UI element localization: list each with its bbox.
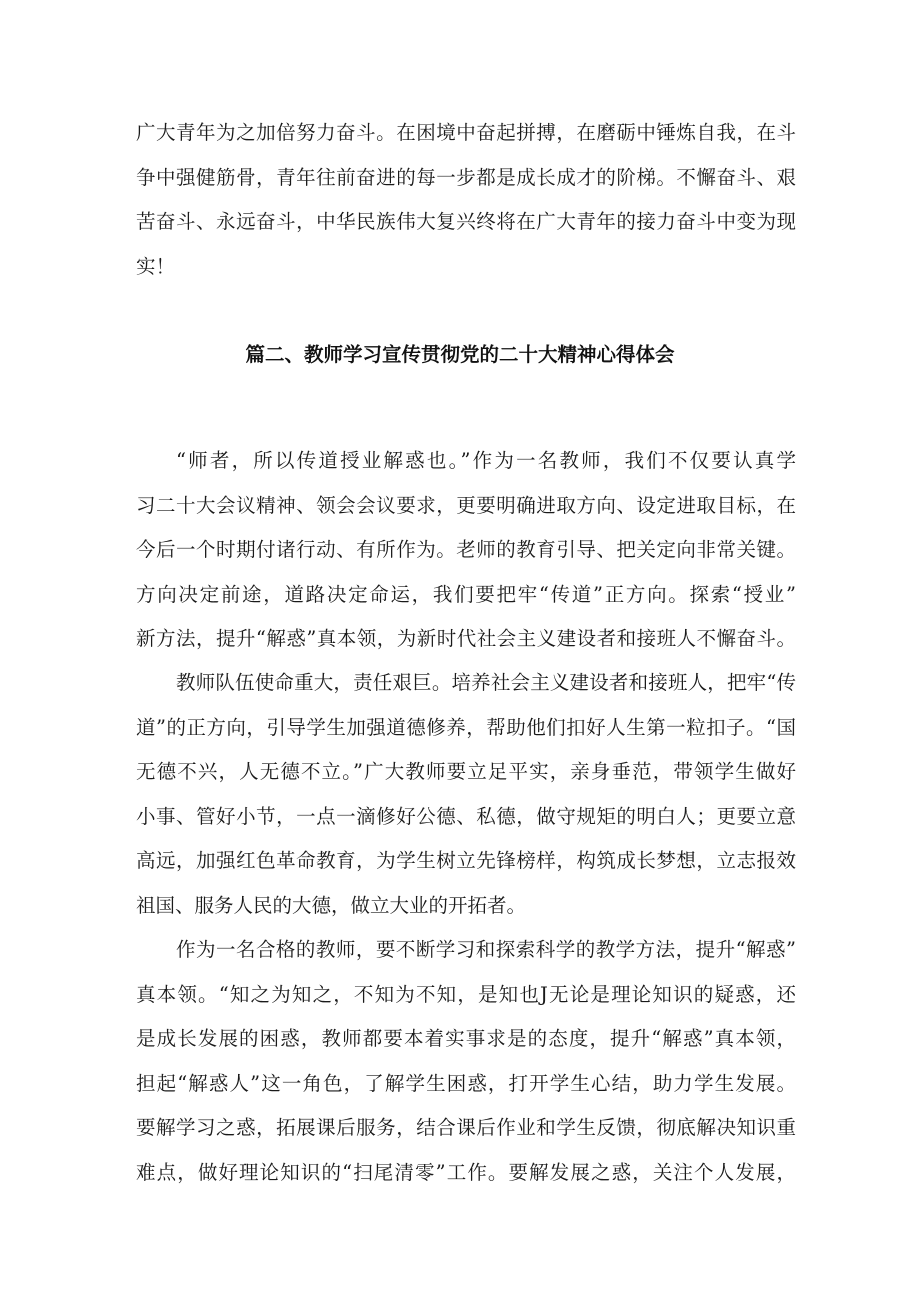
paragraph2-line-2: 道”的正方向，引导学生加强道德修养，帮助他们扣好人生第一粒扣子。“国 [136,716,796,739]
continuation-line-1: 广大青年为之加倍努力奋斗。在困境中奋起拼搏，在磨砺中锤炼自我，在斗 [136,121,796,144]
paragraph1-line-4: 方向决定前途，道路决定命运，我们要把牢“传道”正方向。探索“授业” [136,583,796,606]
paragraph2-line-3: 无德不兴，人无德不立。”广大教师要立足平实，亲身垂范，带领学生做好 [136,760,796,783]
paragraph3-line-5: 要解学习之惑，拓展课后服务，结合课后作业和学生反馈，彻底解决知识重 [136,1116,796,1139]
continuation-line-2: 争中强健筋骨，青年往前奋进的每一步都是成长成才的阶梯。不懈奋斗、艰 [136,166,796,189]
paragraph3-line-6: 难点，做好理论知识的“扫尾清零”工作。要解发展之惑，关注个人发展， [136,1161,796,1184]
paragraph3-line-4: 担起“解惑人”这一角色，了解学生困惑，打开学生心结，助力学生发展。 [136,1072,796,1095]
paragraph2-line-1: 教师队伍使命重大，责任艰巨。培养社会主义建设者和接班人，把牢“传 [176,671,796,694]
paragraph2-line-5: 高远，加强红色革命教育，为学生树立先锋榜样，构筑成长梦想，立志报效 [136,849,796,872]
paragraph1-line-3: 今后一个时期付诸行动、有所作为。老师的教育引导、把关定向非常关键。 [136,538,796,561]
continuation-line-4: 实！ [136,255,176,278]
paragraph1-line-5: 新方法，提升“解惑”真本领，为新时代社会主义建设者和接班人不懈奋斗。 [136,627,796,650]
continuation-line-3: 苦奋斗、永远奋斗，中华民族伟大复兴终将在广大青年的接力奋斗中变为现 [136,210,796,233]
section-title: 篇二、教师学习宣传贯彻党的二十大精神心得体会 [245,343,675,366]
paragraph3-line-2: 真本领。“知之为知之，不知为不知，是知也J无论是理论知识的疑惑，还 [136,983,796,1006]
paragraph1-line-2: 习二十大会议精神、领会会议要求，更要明确进取方向、设定进取目标，在 [136,494,796,517]
paragraph2-line-4: 小事、管好小节，一点一滴修好公德、私德，做守规矩的明白人；更要立意 [136,805,796,828]
paragraph2-line-6: 祖国、服务人民的大德，做立大业的开拓者。 [136,894,527,917]
paragraph3-line-1: 作为一名合格的教师，要不断学习和探索科学的教学方法，提升“解惑” [176,938,796,961]
paragraph3-line-3: 是成长发展的困惑，教师都要本着实事求是的态度，提升“解惑”真本领， [136,1027,796,1050]
paragraph1-line-1: “师者，所以传道授业解惑也。”作为一名教师，我们不仅要认真学 [176,449,796,472]
